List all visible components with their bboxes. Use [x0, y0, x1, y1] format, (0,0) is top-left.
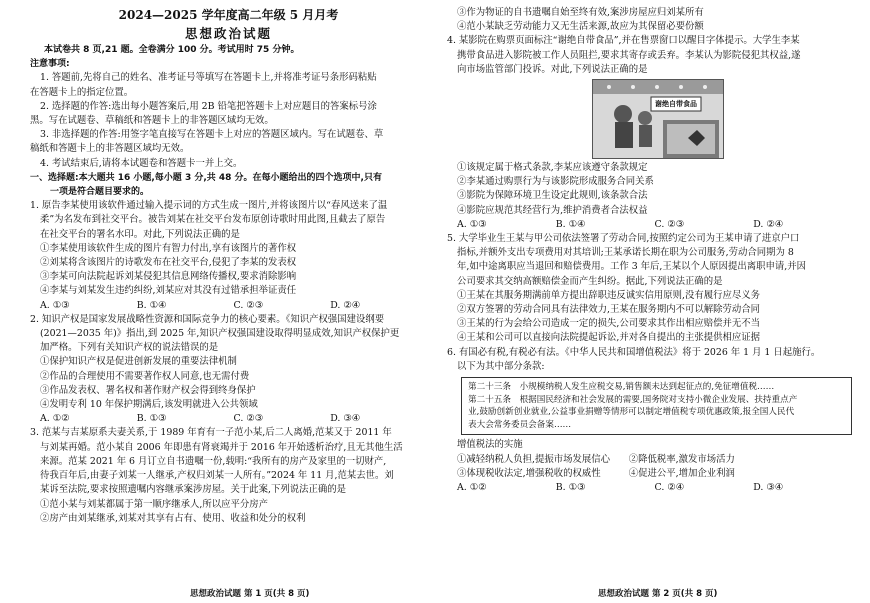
q1-item: ②刘某将含该图片的诗歌发布在社交平台,侵犯了李某的发表权	[40, 257, 297, 269]
q3-item: ①范小某与刘某都属于第一顺序继承人,所以应平分房产	[40, 498, 268, 510]
q1-stem: 在社交平台的署名水印。对此,下列说法正确的是	[40, 228, 240, 240]
option-c[interactable]: C. ②③	[654, 218, 685, 230]
q3-item: ③作为物证的自书遗嘱自始至终有效,案涉房屋应归刘某所有	[457, 7, 704, 18]
question-4	[447, 34, 852, 232]
option-a[interactable]: A. ①③	[40, 299, 70, 311]
section-heading: 一项是符合题目要求的。	[50, 187, 150, 198]
q4-item: ②李某通过购票行为与该影院形成服务合同关系	[457, 176, 654, 188]
q5-item: ③王某的行为会给公司造成一定的损失,公司要求其作出相应赔偿并无不当	[457, 318, 760, 330]
question-5	[447, 232, 852, 346]
exam-info: 本试卷共 8 页,21 题。全卷满分 100 分。考试用时 75 分钟。	[44, 45, 300, 55]
q1-stem: 1. 原告李某使用该软件通过输入提示词的方式生成一图片,并将该图片以“春风送来了温	[30, 200, 388, 212]
option-a[interactable]: A. ①②	[457, 482, 487, 494]
question-1	[30, 199, 427, 313]
q3-stem: 3. 范某与吉某原系夫妻关系,于 1989 年育有一子范小某,后二人离婚,范某又于 2011 年	[30, 427, 392, 439]
q5-item: ④王某和公司可以直接向法院提起诉讼,并对各自提出的主张提供相应证据	[457, 332, 760, 344]
right-page	[435, 0, 870, 603]
q3-item: ②房产由刘某继承,刘某对其享有占有、使用、收益和处分的权利	[40, 512, 306, 524]
question-6	[447, 346, 852, 496]
option-a[interactable]: A. ①②	[40, 413, 70, 425]
note-line: 3. 非选择题的作答:用签字笔直接写在答题卡上对应的答题区域内。写在试题卷、草	[40, 129, 384, 141]
option-d[interactable]: D. ③④	[330, 413, 361, 425]
q4-stem: 4. 某影院在购票页面标注“谢绝自带食品”,并在售票窗口以醒目字体提示。大学生李某	[447, 35, 800, 47]
cinema-cartoon-illustration	[592, 79, 724, 159]
option-c[interactable]: C. ②④	[654, 482, 685, 494]
note-line: 黑。写在试题卷、草稿纸和答题卡上的非答题区域均无效。	[30, 115, 274, 127]
law-line: 表大会常务委员会备案……	[468, 419, 572, 430]
exam-subject: 思想政治试题	[184, 26, 272, 41]
note-line: 4. 考试结束后,请将本试题卷和答题卡一并上交。	[40, 157, 243, 169]
q2-item: ②作品的合理使用不需要著作权人同意,也无需付费	[40, 370, 250, 382]
exam-title: 2024—2025 学年度高二年级 5 月月考	[118, 8, 339, 22]
q4-item: ①该规定属于格式条款,李某应该遵守条款规定	[457, 162, 648, 174]
q5-stem: 公司要求其交纳高额赔偿金而产生纠纷。据此,下列说法正确的是	[457, 275, 723, 287]
option-d[interactable]: D. ③④	[753, 482, 784, 494]
option-b[interactable]: B. ①④	[555, 218, 586, 230]
q5-stem: 年,如中途离职应当退回和赔偿费用。工作 3 年后,王某以个人原因提出离职申请,并因	[457, 261, 806, 273]
question-2	[30, 313, 427, 427]
q4-stem: 向市场监管部门投诉。对此,下列说法正确的是	[457, 63, 648, 75]
page-footer-right: 思想政治试题 第 2 页(共 8 页)	[598, 589, 718, 599]
q6-item: ①减轻纳税人负担,提振市场发展信心 ②降低税率,激发市场活力	[457, 453, 735, 465]
q6-options	[447, 481, 852, 495]
law-line: 第二十三条 小规模纳税人发生应税交易,销售额未达到起征点的,免征增值税……	[468, 382, 775, 393]
question-3	[30, 426, 427, 525]
note-line: 1. 答题前,先将自己的姓名、准考证号等填写在答题卡上,并将准考证号条形码粘贴	[40, 72, 377, 84]
q5-item: ②双方签署的劳动合同具有法律效力,王某在服务期内不可以解除劳动合同	[457, 304, 760, 316]
q5-stem: 指标,并额外支出专项费用对其培训;王某承诺长期在职为公司服务,劳动合同期为 8	[457, 247, 794, 259]
section-heading: 一、选择题:本大题共 16 小题,每小题 3 分,共 48 分。在每小题给出的四个选项中,只有	[30, 172, 382, 183]
page-footer-left: 思想政治试题 第 1 页(共 8 页)	[190, 589, 310, 599]
note-line: 2. 选择题的作答:选出每小题答案后,用 2B 铅笔把答题卡上对应题目的答案标号涂	[40, 100, 377, 112]
note-line: 稿纸和答题卡上的非答题区域均无效。	[30, 143, 190, 155]
q2-item: ④发明专利 10 年保护期满后,该发明就进入公共领域	[40, 399, 258, 411]
q1-item: ①李某使用该软件生成的图片有智力付出,享有该图片的著作权	[40, 242, 297, 254]
cinema-cartoon-image	[593, 80, 723, 158]
q3-stem: 与刘某再婚。范小某自 2006 年即患有肾衰竭并于 2016 年开始透析治疗,且无其他生活	[40, 441, 403, 453]
q2-item: ③作品发表权、署名权和著作财产权会得到终身保护	[40, 384, 256, 396]
q1-options	[30, 299, 427, 313]
option-b[interactable]: B. ①④	[136, 299, 167, 311]
q4-item: ④影院应规范其经营行为,维护消费者合法权益	[457, 204, 648, 216]
q1-item: ③李某可向法院起诉刘某侵犯其信息网络传播权,要求消除影响	[40, 271, 297, 283]
option-b[interactable]: B. ①③	[136, 413, 167, 425]
law-line: 业,鼓励创新创业就业,公益事业捐赠等情形可以制定增值税专项优惠政策,报全国人民代	[468, 407, 795, 418]
q4-item: ③影院为保障环境卫生设定此规则,该条款合法	[457, 190, 648, 202]
q3-item: ④范小某缺乏劳动能力又无生活来源,故应为其保留必要份额	[457, 21, 704, 33]
q1-item: ④李某与刘某发生违约纠纷,刘某应对其没有过错承担举证责任	[40, 285, 297, 297]
q2-item: ①保护知识产权是促进创新发展的重要法律机制	[40, 356, 237, 368]
note-line: 在答题卡上的指定位置。	[30, 86, 134, 98]
q2-stem: (2021—2035 年)》指出,到 2025 年,知识产权强国建设取得明显成效,知识产权保护更	[40, 328, 400, 340]
q6-item: ③体现税收法定,增强税收的权威性 ④促进公平,增加企业利润	[457, 467, 735, 479]
cinema-sign: 谢绝自带食品	[655, 99, 697, 109]
q1-stem: 柔”为名发布到社交平台。被告刘某在社交平台发布原创诗歌时用此图,且截去了原告	[40, 214, 386, 226]
q2-stem: 2. 知识产权是国家发展战略性资源和国际竞争力的核心要素。《知识产权强国建设纲要	[30, 313, 385, 325]
q5-item: ①王某在其服务期满前单方提出辞职违反诚实信用原则,没有履行应尽义务	[457, 289, 760, 301]
q3-stem: 待我百年后,由妻子刘某一人继承,产权归刘某一人所有。”2024 年 11 月,范某去世。刘	[40, 470, 394, 482]
option-a[interactable]: A. ①③	[457, 218, 487, 230]
q5-stem: 5. 大学毕业生王某与甲公司依法签署了劳动合同,按照约定公司为王某申请了进京户口	[447, 233, 800, 245]
option-d[interactable]: D. ②④	[753, 218, 784, 230]
q2-options	[30, 412, 427, 426]
q6-stem: 以下为其中部分条款:	[457, 360, 545, 372]
q3-stem: 来源。范某 2021 年 6 月订立自书遗嘱一份,载明:“我所有的房产及家里的一切财产,	[40, 455, 387, 467]
q6-lead: 增值税法的实施	[457, 439, 523, 451]
option-c[interactable]: C. ②③	[233, 299, 264, 311]
q2-stem: 加严格。下列有关知识产权的说法错误的是	[40, 342, 219, 354]
option-d[interactable]: D. ②④	[330, 299, 361, 311]
option-b[interactable]: B. ①③	[555, 482, 586, 494]
notes-title: 注意事项:	[30, 59, 70, 70]
q3-stem: 某诉至法院,要求按照遗嘱内容继承案涉房屋。关于此案,下列说法正确的是	[40, 484, 346, 496]
q4-options	[447, 218, 852, 232]
law-line: 第二十五条 根据国民经济和社会发展的需要,国务院对支持小微企业发展、扶持重点产	[468, 394, 798, 405]
law-excerpt-box	[461, 377, 852, 435]
q6-stem: 6. 有国必有税,有税必有法。《中华人民共和国增值税法》将于 2026 年 1 月 1 日起施行。	[447, 346, 821, 358]
option-c[interactable]: C. ②③	[233, 413, 264, 425]
q4-stem: 携带食品进入影院被工作人员阻拦,要求其寄存或丢弃。李某认为影院侵犯其权益,遂	[457, 49, 801, 61]
